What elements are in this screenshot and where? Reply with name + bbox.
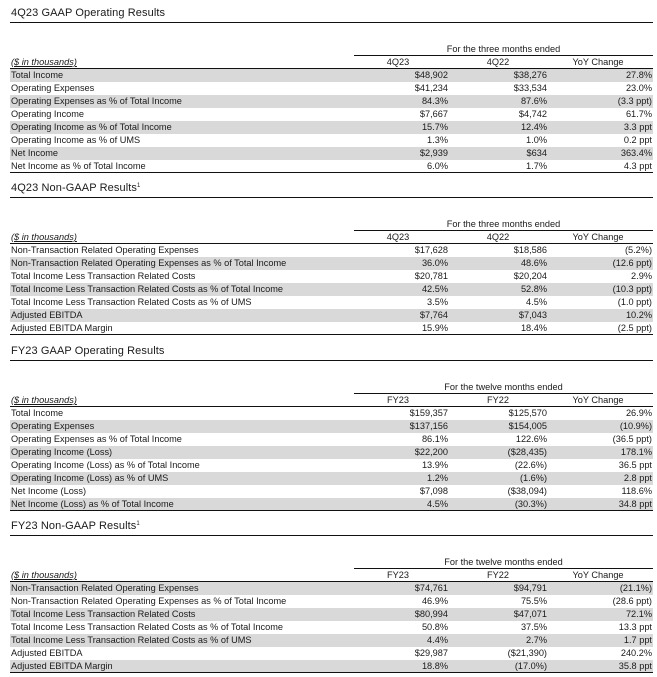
column-header-row [10, 56, 653, 69]
table-body [10, 407, 653, 511]
table-row [10, 433, 653, 446]
value-yoy-change: 2.8 ppt [623, 473, 652, 483]
section-fy23-non-gaap [10, 519, 653, 673]
value-current: $7,098 [419, 486, 448, 496]
column-header-yoy: YoY Change [572, 395, 624, 405]
column-header-prior: FY22 [487, 570, 509, 580]
row-label: Adjusted EBITDA Margin [11, 661, 113, 671]
value-current: $7,764 [419, 310, 448, 320]
value-yoy-change: (10.9%) [619, 421, 652, 431]
value-yoy-change: (2.5 ppt) [617, 323, 652, 333]
value-yoy-change: 27.8% [625, 70, 652, 80]
period-header [10, 381, 653, 394]
value-yoy-change: 178.1% [620, 447, 652, 457]
row-label: Total Income Less Transaction Related Costs as % of UMS [11, 635, 252, 645]
value-yoy-change: 0.2 ppt [623, 135, 652, 145]
column-header-prior: 4Q22 [486, 232, 510, 242]
value-prior: 18.4% [520, 323, 547, 333]
value-prior: 2.7% [526, 635, 547, 645]
value-current: 13.9% [421, 460, 448, 470]
row-label: Operating Income [11, 109, 85, 119]
row-label: Operating Income as % of UMS [11, 135, 141, 145]
section-4q23-gaap [10, 6, 653, 173]
row-label: Operating Expenses [11, 421, 95, 431]
table-row [10, 660, 653, 673]
table-row [10, 283, 653, 296]
value-prior: (1.6%) [519, 473, 547, 483]
value-prior: $125,570 [508, 408, 547, 418]
row-label: Total Income Less Transaction Related Costs as % of UMS [11, 297, 252, 307]
value-prior: 12.4% [520, 122, 547, 132]
table-row [10, 446, 653, 459]
table-row [10, 147, 653, 160]
table-row [10, 69, 653, 82]
value-current: $159,357 [409, 408, 448, 418]
value-yoy-change: (5.2%) [624, 245, 652, 255]
footnote-marker: 1 [136, 521, 140, 527]
table-row [10, 647, 653, 660]
value-prior: $7,043 [518, 310, 547, 320]
value-current: $2,939 [419, 148, 448, 158]
column-header-current: FY23 [387, 395, 409, 405]
table-row [10, 608, 653, 621]
value-current: $20,781 [414, 271, 448, 281]
period-header [10, 556, 653, 569]
value-yoy-change: (28.6 ppt) [612, 596, 652, 606]
value-yoy-change: (12.6 ppt) [612, 258, 652, 268]
table-row [10, 472, 653, 485]
value-prior: 4.5% [526, 297, 547, 307]
column-header-row [10, 231, 653, 244]
section-title [10, 6, 653, 23]
row-label: Non-Transaction Related Operating Expenses as % of Total Income [11, 596, 287, 606]
value-prior: 87.6% [520, 96, 547, 106]
table-row [10, 82, 653, 95]
value-current: 46.9% [421, 596, 448, 606]
value-current: 3.5% [427, 297, 448, 307]
section-title-text: 4Q23 Non-GAAP Results [11, 182, 138, 194]
section-title-text: 4Q23 GAAP Operating Results [11, 7, 166, 19]
row-label: Operating Income (Loss) as % of Total Income [11, 460, 200, 470]
units-label: ($ in thousands) [11, 232, 77, 242]
value-prior: (22.6%) [514, 460, 547, 470]
table-row [10, 108, 653, 121]
value-prior: $634 [526, 148, 547, 158]
section-title-text: FY23 GAAP Operating Results [11, 345, 165, 357]
section-title [10, 519, 653, 536]
row-label: Adjusted EBITDA [11, 310, 83, 320]
value-current: $137,156 [409, 421, 448, 431]
value-prior: ($38,094) [507, 486, 547, 496]
value-yoy-change: 4.3 ppt [623, 161, 652, 171]
value-prior: $47,071 [513, 609, 547, 619]
row-label: Operating Income (Loss) [11, 447, 113, 457]
table-row [10, 595, 653, 608]
table-row [10, 621, 653, 634]
value-yoy-change: (21.1%) [619, 583, 652, 593]
value-yoy-change: 118.6% [621, 486, 652, 496]
value-yoy-change: 363.4% [620, 148, 652, 158]
value-current: 15.7% [421, 122, 448, 132]
value-prior: $154,005 [508, 421, 547, 431]
table-row [10, 160, 653, 173]
row-label: Operating Expenses [11, 83, 95, 93]
column-header-row [10, 569, 653, 582]
column-header-yoy: YoY Change [572, 57, 624, 67]
table-row [10, 296, 653, 309]
row-label: Net Income as % of Total Income [11, 161, 146, 171]
value-current: 6.0% [427, 161, 448, 171]
table-row [10, 244, 653, 257]
row-label: Net Income (Loss) as % of Total Income [11, 499, 174, 509]
period-label: For the twelve months ended [354, 381, 653, 394]
column-header-current: 4Q23 [386, 232, 410, 242]
value-prior: 75.5% [520, 596, 547, 606]
value-current: 36.0% [421, 258, 448, 268]
value-yoy-change: 1.7 ppt [623, 635, 652, 645]
value-current: $17,628 [414, 245, 448, 255]
table-row [10, 270, 653, 283]
value-yoy-change: 2.9% [631, 271, 652, 281]
value-current: $74,761 [414, 583, 448, 593]
value-prior: $33,534 [513, 83, 547, 93]
value-current: $48,902 [414, 70, 448, 80]
table-row [10, 257, 653, 270]
section-title [10, 181, 653, 198]
value-current: $22,200 [414, 447, 448, 457]
column-header-row [10, 394, 653, 407]
row-label: Operating Expenses as % of Total Income [11, 434, 182, 444]
row-label: Total Income Less Transaction Related Costs as % of Total Income [11, 622, 284, 632]
value-current: 86.1% [421, 434, 448, 444]
period-label: For the three months ended [354, 218, 653, 231]
table-row [10, 121, 653, 134]
value-prior: $18,586 [513, 245, 547, 255]
value-yoy-change: 26.9% [625, 408, 652, 418]
column-header-yoy: YoY Change [572, 570, 624, 580]
value-prior: 52.8% [520, 284, 547, 294]
footnote-marker: 1 [137, 183, 141, 189]
period-label: For the twelve months ended [354, 556, 653, 569]
value-yoy-change: (3.3 ppt) [617, 96, 652, 106]
row-label: Non-Transaction Related Operating Expenses as % of Total Income [11, 258, 287, 268]
column-header-current: 4Q23 [386, 57, 410, 67]
units-label: ($ in thousands) [11, 57, 77, 67]
value-current: 4.5% [427, 499, 448, 509]
value-current: 4.4% [427, 635, 448, 645]
value-prior: $38,276 [513, 70, 547, 80]
value-yoy-change: (1.0 ppt) [617, 297, 652, 307]
value-current: 18.8% [421, 661, 448, 671]
value-current: $41,234 [414, 83, 448, 93]
section-title-text: FY23 Non-GAAP Results [11, 520, 137, 532]
row-label: Operating Expenses as % of Total Income [11, 96, 182, 106]
units-label: ($ in thousands) [11, 395, 77, 405]
value-prior: ($21,390) [507, 648, 547, 658]
value-current: 42.5% [421, 284, 448, 294]
table-row [10, 459, 653, 472]
row-label: Non-Transaction Related Operating Expenses [11, 583, 199, 593]
value-current: $80,994 [414, 609, 448, 619]
row-label: Total Income Less Transaction Related Costs [11, 609, 196, 619]
table-row [10, 420, 653, 433]
row-label: Operating Income (Loss) as % of UMS [11, 473, 169, 483]
value-prior: 1.7% [526, 161, 547, 171]
value-yoy-change: 3.3 ppt [623, 122, 652, 132]
section-4q23-non-gaap [10, 181, 653, 335]
value-yoy-change: 10.2% [625, 310, 652, 320]
value-prior: 48.6% [520, 258, 547, 268]
value-yoy-change: 72.1% [625, 609, 652, 619]
value-current: 84.3% [421, 96, 448, 106]
period-header [10, 43, 653, 56]
value-current: $29,987 [414, 648, 448, 658]
value-yoy-change: 36.5 ppt [618, 460, 652, 470]
value-prior: 122.6% [515, 434, 547, 444]
value-yoy-change: 61.7% [625, 109, 652, 119]
column-header-prior: 4Q22 [486, 57, 510, 67]
value-yoy-change: 34.8 ppt [618, 499, 652, 509]
section-title [10, 344, 653, 361]
value-prior: 37.5% [520, 622, 547, 632]
units-label: ($ in thousands) [11, 570, 77, 580]
section-fy23-gaap [10, 344, 653, 511]
value-prior: ($28,435) [507, 447, 547, 457]
value-prior: $20,204 [513, 271, 547, 281]
value-current: 1.2% [427, 473, 448, 483]
table-body [10, 244, 653, 335]
value-prior: $4,742 [518, 109, 547, 119]
row-label: Total Income [11, 70, 64, 80]
table-body [10, 582, 653, 673]
value-current: 15.9% [421, 323, 448, 333]
table-row [10, 498, 653, 511]
period-header [10, 218, 653, 231]
table-row [10, 95, 653, 108]
value-current: $7,667 [419, 109, 448, 119]
value-yoy-change: 13.3 ppt [618, 622, 652, 632]
value-yoy-change: 23.0% [625, 83, 652, 93]
row-label: Total Income Less Transaction Related Costs [11, 271, 196, 281]
table-row [10, 485, 653, 498]
row-label: Adjusted EBITDA [11, 648, 83, 658]
value-prior: (17.0%) [514, 661, 547, 671]
row-label: Adjusted EBITDA Margin [11, 323, 113, 333]
value-yoy-change: (10.3 ppt) [612, 284, 652, 294]
row-label: Non-Transaction Related Operating Expenses [11, 245, 199, 255]
value-yoy-change: 35.8 ppt [618, 661, 652, 671]
table-row [10, 634, 653, 647]
table-row [10, 134, 653, 147]
table-body [10, 69, 653, 173]
table-row [10, 582, 653, 595]
value-prior: 1.0% [526, 135, 547, 145]
value-prior: $94,791 [513, 583, 547, 593]
row-label: Net Income [11, 148, 58, 158]
row-label: Total Income Less Transaction Related Costs as % of Total Income [11, 284, 284, 294]
column-header-yoy: YoY Change [572, 232, 624, 242]
value-prior: (30.3%) [514, 499, 547, 509]
value-current: 1.3% [427, 135, 448, 145]
row-label: Operating Income as % of Total Income [11, 122, 172, 132]
value-current: 50.8% [421, 622, 448, 632]
table-row [10, 322, 653, 335]
table-row [10, 407, 653, 420]
value-yoy-change: (36.5 ppt) [612, 434, 652, 444]
row-label: Net Income (Loss) [11, 486, 87, 496]
column-header-prior: FY22 [487, 395, 509, 405]
row-label: Total Income [11, 408, 64, 418]
column-header-current: FY23 [387, 570, 409, 580]
table-row [10, 309, 653, 322]
value-yoy-change: 240.2% [620, 648, 652, 658]
period-label: For the three months ended [354, 43, 653, 56]
